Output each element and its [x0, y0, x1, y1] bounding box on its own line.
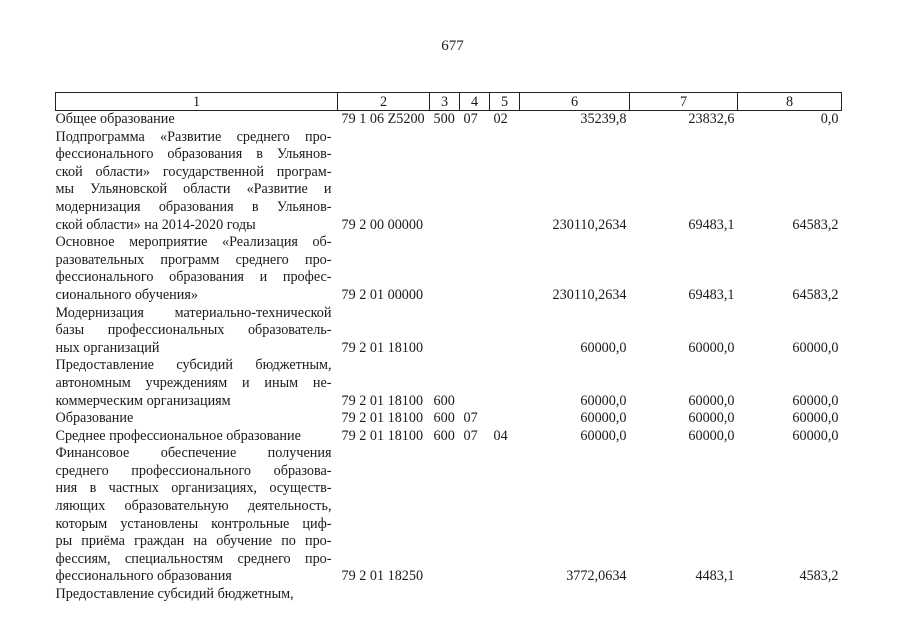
column-header: 7 [630, 93, 738, 111]
target-article-code: 79 2 01 18250 [341, 568, 424, 585]
amount-col-8: 64583,2 [792, 216, 839, 233]
row-name-line: коммерческим организациям [55, 392, 231, 409]
row-name-line: ляющих образовательную деятельность, [55, 498, 332, 515]
section-code [460, 586, 490, 604]
expense-type-code: 600 [433, 392, 455, 409]
row-name-cell [56, 234, 338, 304]
amount-col-6: 60000,0 [580, 427, 627, 444]
subsection-code [490, 357, 520, 410]
table-row [56, 586, 842, 604]
row-name-line: фессионального образования [55, 568, 232, 585]
row-name-line: Подпрограмма «Развитие среднего про- [55, 128, 332, 145]
amount-col-7: 4483,1 [695, 568, 735, 585]
row-name-line: Общее образование [55, 111, 175, 127]
section-code [460, 305, 490, 358]
subsection-code: 02 [493, 111, 508, 127]
column-header: 3 [430, 93, 460, 111]
amount-col-6 [520, 586, 630, 604]
amount-col-6: 60000,0 [580, 392, 627, 409]
amount-col-8: 4583,2 [799, 568, 839, 585]
amount-col-8: 60000,0 [792, 427, 839, 444]
amount-col-7: 69483,1 [688, 286, 735, 303]
column-header: 5 [490, 93, 520, 111]
subsection-code: 04 [493, 427, 508, 444]
amount-col-6: 60000,0 [580, 410, 627, 427]
column-header: 4 [460, 93, 490, 111]
amount-col-7: 69483,1 [688, 216, 735, 233]
amount-col-7: 60000,0 [688, 427, 735, 444]
row-name-line: фессионального образования и профес- [55, 269, 332, 286]
expense-type-code [430, 586, 460, 604]
amount-col-7: 60000,0 [688, 339, 735, 356]
row-name-cell [56, 410, 338, 428]
table-row [56, 111, 842, 129]
row-name-line: ния в частных организациях, осуществ- [55, 480, 332, 497]
row-name-line: Образование [55, 410, 134, 427]
expense-type-code [430, 305, 460, 358]
subsection-code [490, 410, 520, 428]
section-code [460, 357, 490, 410]
row-name-line: автономным учреждениям и иным не- [55, 374, 332, 391]
table-header-row [56, 93, 842, 111]
row-name-line: которым установлены контрольные циф- [55, 515, 332, 532]
target-article-code: 79 2 01 18100 [341, 392, 424, 409]
target-article-code: 79 2 01 18100 [341, 410, 424, 427]
amount-col-6: 230110,2634 [552, 286, 627, 303]
page-number: 677 [441, 38, 464, 54]
expense-type-code [430, 445, 460, 586]
row-name-line: Основное мероприятие «Реализация об- [55, 234, 332, 251]
row-name-line: Модернизация материально-технической [55, 304, 332, 321]
section-code: 07 [463, 111, 478, 127]
table-row [56, 129, 842, 235]
table-row [56, 410, 842, 428]
row-name-cell [56, 428, 338, 446]
table-row [56, 445, 842, 586]
section-code: 07 [463, 427, 478, 444]
table-row [56, 428, 842, 446]
amount-col-6: 60000,0 [580, 339, 627, 356]
table-row [56, 234, 842, 304]
column-header: 2 [338, 93, 430, 111]
expense-type-code: 600 [433, 427, 455, 444]
amount-col-6: 3772,0634 [566, 568, 627, 585]
row-name-line: Финансовое обеспечение получения [55, 445, 332, 462]
amount-col-8: 60000,0 [792, 339, 839, 356]
target-article-code: 79 2 01 18100 [341, 427, 424, 444]
row-name-line: Среднее профессиональное образование [55, 427, 301, 444]
budget-table [55, 92, 842, 604]
row-name-cell [56, 357, 338, 410]
column-header: 6 [520, 93, 630, 111]
row-name-line: модернизация образования в Ульянов- [55, 198, 332, 215]
target-article-code: 79 1 06 Z5200 [341, 111, 425, 127]
row-name-line: ской области» на 2014-2020 годы [55, 216, 256, 233]
target-article-code: 79 2 00 00000 [341, 216, 424, 233]
subsection-code [490, 305, 520, 358]
amount-col-8 [738, 586, 842, 604]
row-name-line: фессиям, специальностям среднего про- [55, 550, 332, 567]
row-name-cell [56, 586, 338, 604]
amount-col-8: 60000,0 [792, 392, 839, 409]
row-name-line: среднего профессионального образова- [55, 462, 332, 479]
row-name-line: ных организаций [55, 339, 160, 356]
amount-col-8: 60000,0 [792, 410, 839, 427]
column-header: 1 [56, 93, 338, 111]
section-code [460, 129, 490, 235]
target-article-code: 79 2 01 18100 [341, 339, 424, 356]
subsection-code [490, 129, 520, 235]
table-body [56, 111, 842, 604]
section-code [460, 234, 490, 304]
row-name-line: Предоставление субсидий бюджетным, [55, 357, 332, 374]
row-name-cell [56, 305, 338, 358]
row-name-line: базы профессиональных образователь- [55, 322, 332, 339]
table-row [56, 357, 842, 410]
subsection-code [490, 234, 520, 304]
target-article-code [338, 586, 430, 604]
expense-type-code: 600 [433, 410, 455, 427]
amount-col-8: 64583,2 [792, 286, 839, 303]
section-code [460, 445, 490, 586]
subsection-code [490, 586, 520, 604]
row-name-line: ры приёма граждан на обучение по про- [55, 533, 332, 550]
expense-type-code [430, 234, 460, 304]
expense-type-code [430, 129, 460, 235]
section-code: 07 [463, 410, 478, 427]
amount-col-6: 35239,8 [580, 111, 627, 127]
expense-type-code: 500 [433, 111, 455, 127]
row-name-cell [56, 129, 338, 235]
row-name-line: сионального обучения» [55, 286, 198, 303]
row-name-line: разовательных программ среднего про- [55, 251, 332, 268]
amount-col-7: 60000,0 [688, 392, 735, 409]
table-row [56, 305, 842, 358]
row-name-line: Предоставление субсидий бюджетным, [55, 586, 294, 603]
row-name-cell [56, 111, 338, 129]
amount-col-7: 23832,6 [688, 111, 735, 127]
row-name-cell [56, 445, 338, 586]
amount-col-6: 230110,2634 [552, 216, 627, 233]
target-article-code: 79 2 01 00000 [341, 286, 424, 303]
row-name-line: фессионального образования в Ульянов- [55, 146, 332, 163]
row-name-line: мы Ульяновской области «Развитие и [55, 181, 332, 198]
column-header: 8 [738, 93, 842, 111]
subsection-code [490, 445, 520, 586]
amount-col-7 [630, 586, 738, 604]
amount-col-8: 0,0 [820, 111, 839, 127]
amount-col-7: 60000,0 [688, 410, 735, 427]
row-name-line: ской области» государственной програм- [55, 163, 332, 180]
